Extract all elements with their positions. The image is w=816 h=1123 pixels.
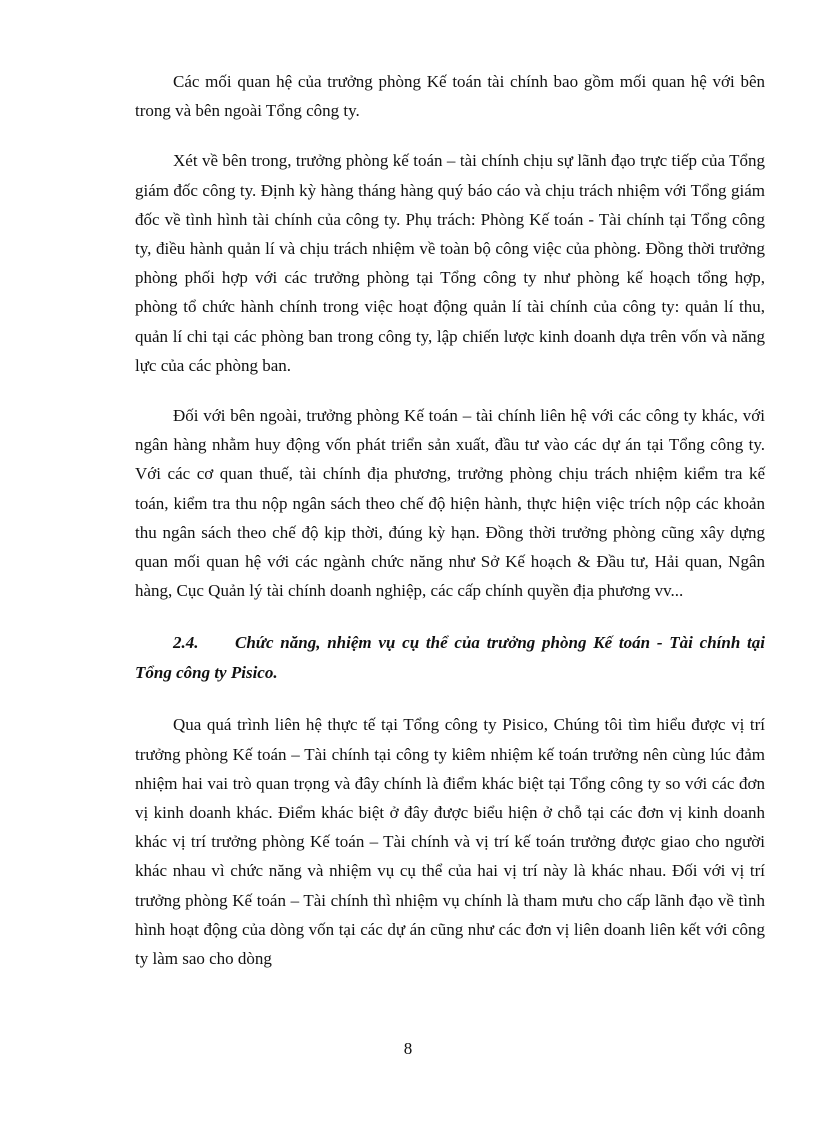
page-number: 8 [403,1039,413,1058]
paragraph-external-relationships: Đối với bên ngoài, trưởng phòng Kế toán – tài chính liên hệ với các công ty khác, với ngân hàng nhằm huy động vốn phát triển sản xuất, đầu tư vào các dự án tại Tổng công ty. Với các cơ quan thuế, tài chính địa phương, trưởng phòng chịu trách nhiệm kiểm tra kế toán, kiểm tra thu nộp ngân sách theo chế độ hiện hành, thực hiện việc trích nộp các khoản thu ngân sách theo chế độ kịp thời, đúng kỳ hạn. Đồng thời trưởng phòng cũng xây dựng quan mối quan hệ với các ngành chức năng như Sở Kế hoạch & Đầu tư, Hải quan, Ngân hàng, Cục Quản lý tài chính doanh nghiệp, các cấp chính quyền địa phương vv... [135,406,765,601]
section-number: 2.4. [173,633,199,653]
section-heading [135,628,765,687]
paragraph-pisico-practice: Qua quá trình liên hệ thực tế tại Tổng công ty Pisico, Chúng tôi tìm hiểu được vị trí trưởng phòng Kế toán – Tài chính tại công ty kiêm nhiệm kế toán trưởng nên cùng lúc đảm nhiệm hai vai trò quan trọng và đây chính là điểm khác biệt tại Tổng công ty so với các đơn vị kinh doanh khác. Điểm khác biệt ở đây được biểu hiện ở chỗ tại các đơn vị kinh doanh khác vị trí trưởng phòng Kế toán – Tài chính và vị trí kế toán trưởng được giao cho người khác nhau vì chức năng và nhiệm vụ cụ thể của hai vị trí này là khác nhau. Đối với vị trí trưởng phòng Kế toán – Tài chính thì nhiệm vụ chính là tham mưu cho cấp lãnh đạo về tình hình hoạt động của dòng vốn tại các dự án cũng như các đơn vị liên doanh liên kết với công ty làm sao cho dòng [135,715,765,969]
paragraph-relationships-intro: Các mối quan hệ của trưởng phòng Kế toán tài chính bao gồm mối quan hệ với bên trong và bên ngoài Tổng công ty. [135,72,765,121]
paragraph-internal-relationships: Xét về bên trong, trưởng phòng kế toán – tài chính chịu sự lãnh đạo trực tiếp của Tổng giám đốc công ty. Định kỳ hàng tháng hàng quý báo cáo và chịu trách nhiệm với Tổng giám đốc về tình hình tài chính của công ty. Phụ trách: Phòng Kế toán - Tài chính tại Tổng công ty, điều hành quản lí và chịu trách nhiệm về toàn bộ công việc của phòng. Đồng thời trưởng phòng phối hợp với các trưởng phòng tại Tổng công ty như phòng kế hoạch tổng hợp, phòng tổ chức hành chính trong việc hoạt động quản lí tài chính của công ty: quản lí thu, quản lí chi tại các phòng ban trong công ty, lập chiến lược kinh doanh dựa trên vốn và năng lực của các phòng ban. [135,151,765,375]
section-title: Chức năng, nhiệm vụ cụ thể của trưởng phòng Kế toán - Tài chính tại Tổng công ty Pisico. [135,633,765,682]
document-page [135,67,765,973]
